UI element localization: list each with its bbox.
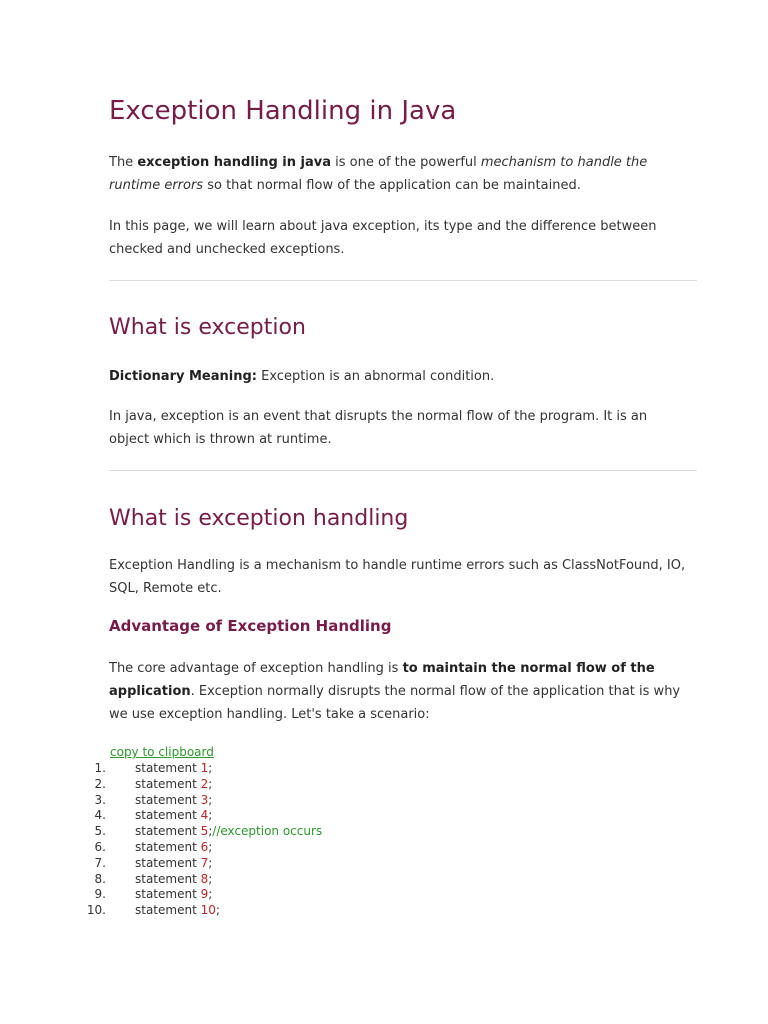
code-number: 5 — [200, 824, 209, 839]
code-keyword: statement — [135, 824, 201, 839]
intro-paragraph-2: In this page, we will learn about java exception, its type and the difference between checked and unchecked exceptions. — [109, 219, 657, 257]
code-number: 10 — [200, 903, 216, 918]
section-divider — [109, 280, 697, 281]
code-statement — [135, 777, 212, 793]
code-statement — [135, 887, 212, 903]
intro-italic-phrase: mechanism to handle the runtime errors — [109, 155, 648, 193]
code-statement — [135, 824, 322, 840]
line-number: 9. — [94, 887, 106, 902]
code-keyword: statement — [135, 839, 201, 854]
code-number: 1 — [200, 761, 209, 775]
intro-text-post: so that normal flow of the application can be maintained. — [203, 178, 581, 193]
code-number: 8 — [200, 871, 209, 886]
code-semicolon: ; — [208, 855, 213, 870]
code-statement — [135, 903, 220, 919]
advantage-bold-phrase: to maintain the normal flow of the application — [109, 661, 655, 699]
code-number: 4 — [200, 808, 209, 823]
line-number: 4. — [94, 808, 106, 823]
code-keyword: statement — [135, 903, 201, 918]
advantage-text-pre: The core advantage of exception handling is — [109, 661, 403, 676]
code-comment: //exception occurs — [212, 824, 323, 839]
section-heading-what-is-exception-handling: What is exception handling — [109, 506, 409, 531]
code-statement — [135, 840, 212, 856]
code-semicolon: ; — [208, 839, 213, 854]
code-keyword: statement — [135, 887, 201, 902]
code-semicolon: ; — [208, 871, 213, 886]
copy-to-clipboard-link[interactable]: copy to clipboard — [110, 745, 214, 759]
code-keyword: statement — [135, 808, 201, 823]
advantage-paragraph — [109, 657, 689, 726]
exception-handling-paragraph: Exception Handling is a mechanism to handle runtime errors such as ClassNotFound, IO, SQL, Remote etc. — [109, 558, 686, 596]
line-number: 2. — [94, 776, 106, 791]
line-number: 5. — [94, 824, 106, 839]
line-number: 10. — [86, 903, 106, 918]
code-statement — [135, 793, 212, 809]
code-keyword: statement — [135, 776, 201, 791]
dictionary-meaning-text: Exception is an abnormal condition. — [257, 369, 495, 384]
code-keyword: statement — [135, 792, 201, 807]
code-semicolon: ; — [208, 792, 213, 807]
code-keyword: statement — [135, 855, 201, 870]
dictionary-meaning-paragraph — [109, 365, 689, 388]
code-statement — [135, 761, 212, 777]
intro-text-mid: is one of the powerful — [331, 155, 481, 170]
code-number: 7 — [200, 855, 209, 870]
code-semicolon: ; — [208, 761, 213, 775]
exception-definition-paragraph: In java, exception is an event that disrupts the normal flow of the program. It is an object which is thrown at runtime. — [109, 409, 648, 447]
code-semicolon: ; — [208, 776, 213, 791]
line-number: 8. — [94, 871, 106, 886]
code-semicolon: ; — [208, 808, 213, 823]
code-keyword: statement — [135, 871, 201, 886]
code-number: 2 — [200, 776, 209, 791]
advantage-text-post: . Exception normally disrupts the normal flow of the application that is why we use exception handling. Let's take a scenario: — [109, 684, 681, 722]
code-number: 3 — [200, 792, 209, 807]
code-keyword: statement — [135, 761, 201, 775]
line-number: 7. — [94, 855, 106, 870]
code-number: 9 — [200, 887, 209, 902]
subheading-advantage: Advantage of Exception Handling — [109, 617, 392, 635]
code-statement — [135, 808, 212, 824]
code-semicolon: ; — [215, 903, 220, 918]
intro-paragraph — [109, 151, 689, 197]
code-semicolon: ; — [208, 887, 213, 902]
dictionary-meaning-label: Dictionary Meaning: — [109, 369, 257, 384]
code-number: 6 — [200, 839, 209, 854]
section-heading-what-is-exception: What is exception — [109, 315, 306, 340]
line-number: 3. — [94, 792, 106, 807]
code-statement — [135, 856, 212, 872]
section-divider — [109, 470, 697, 471]
intro-bold-term: exception handling in java — [137, 155, 332, 170]
code-statement — [135, 872, 212, 888]
page-title: Exception Handling in Java — [109, 96, 457, 126]
line-number: 6. — [94, 839, 106, 854]
intro-text-pre: The — [109, 155, 138, 170]
code-semicolon: ; — [208, 824, 213, 839]
line-number: 1. — [94, 761, 106, 775]
